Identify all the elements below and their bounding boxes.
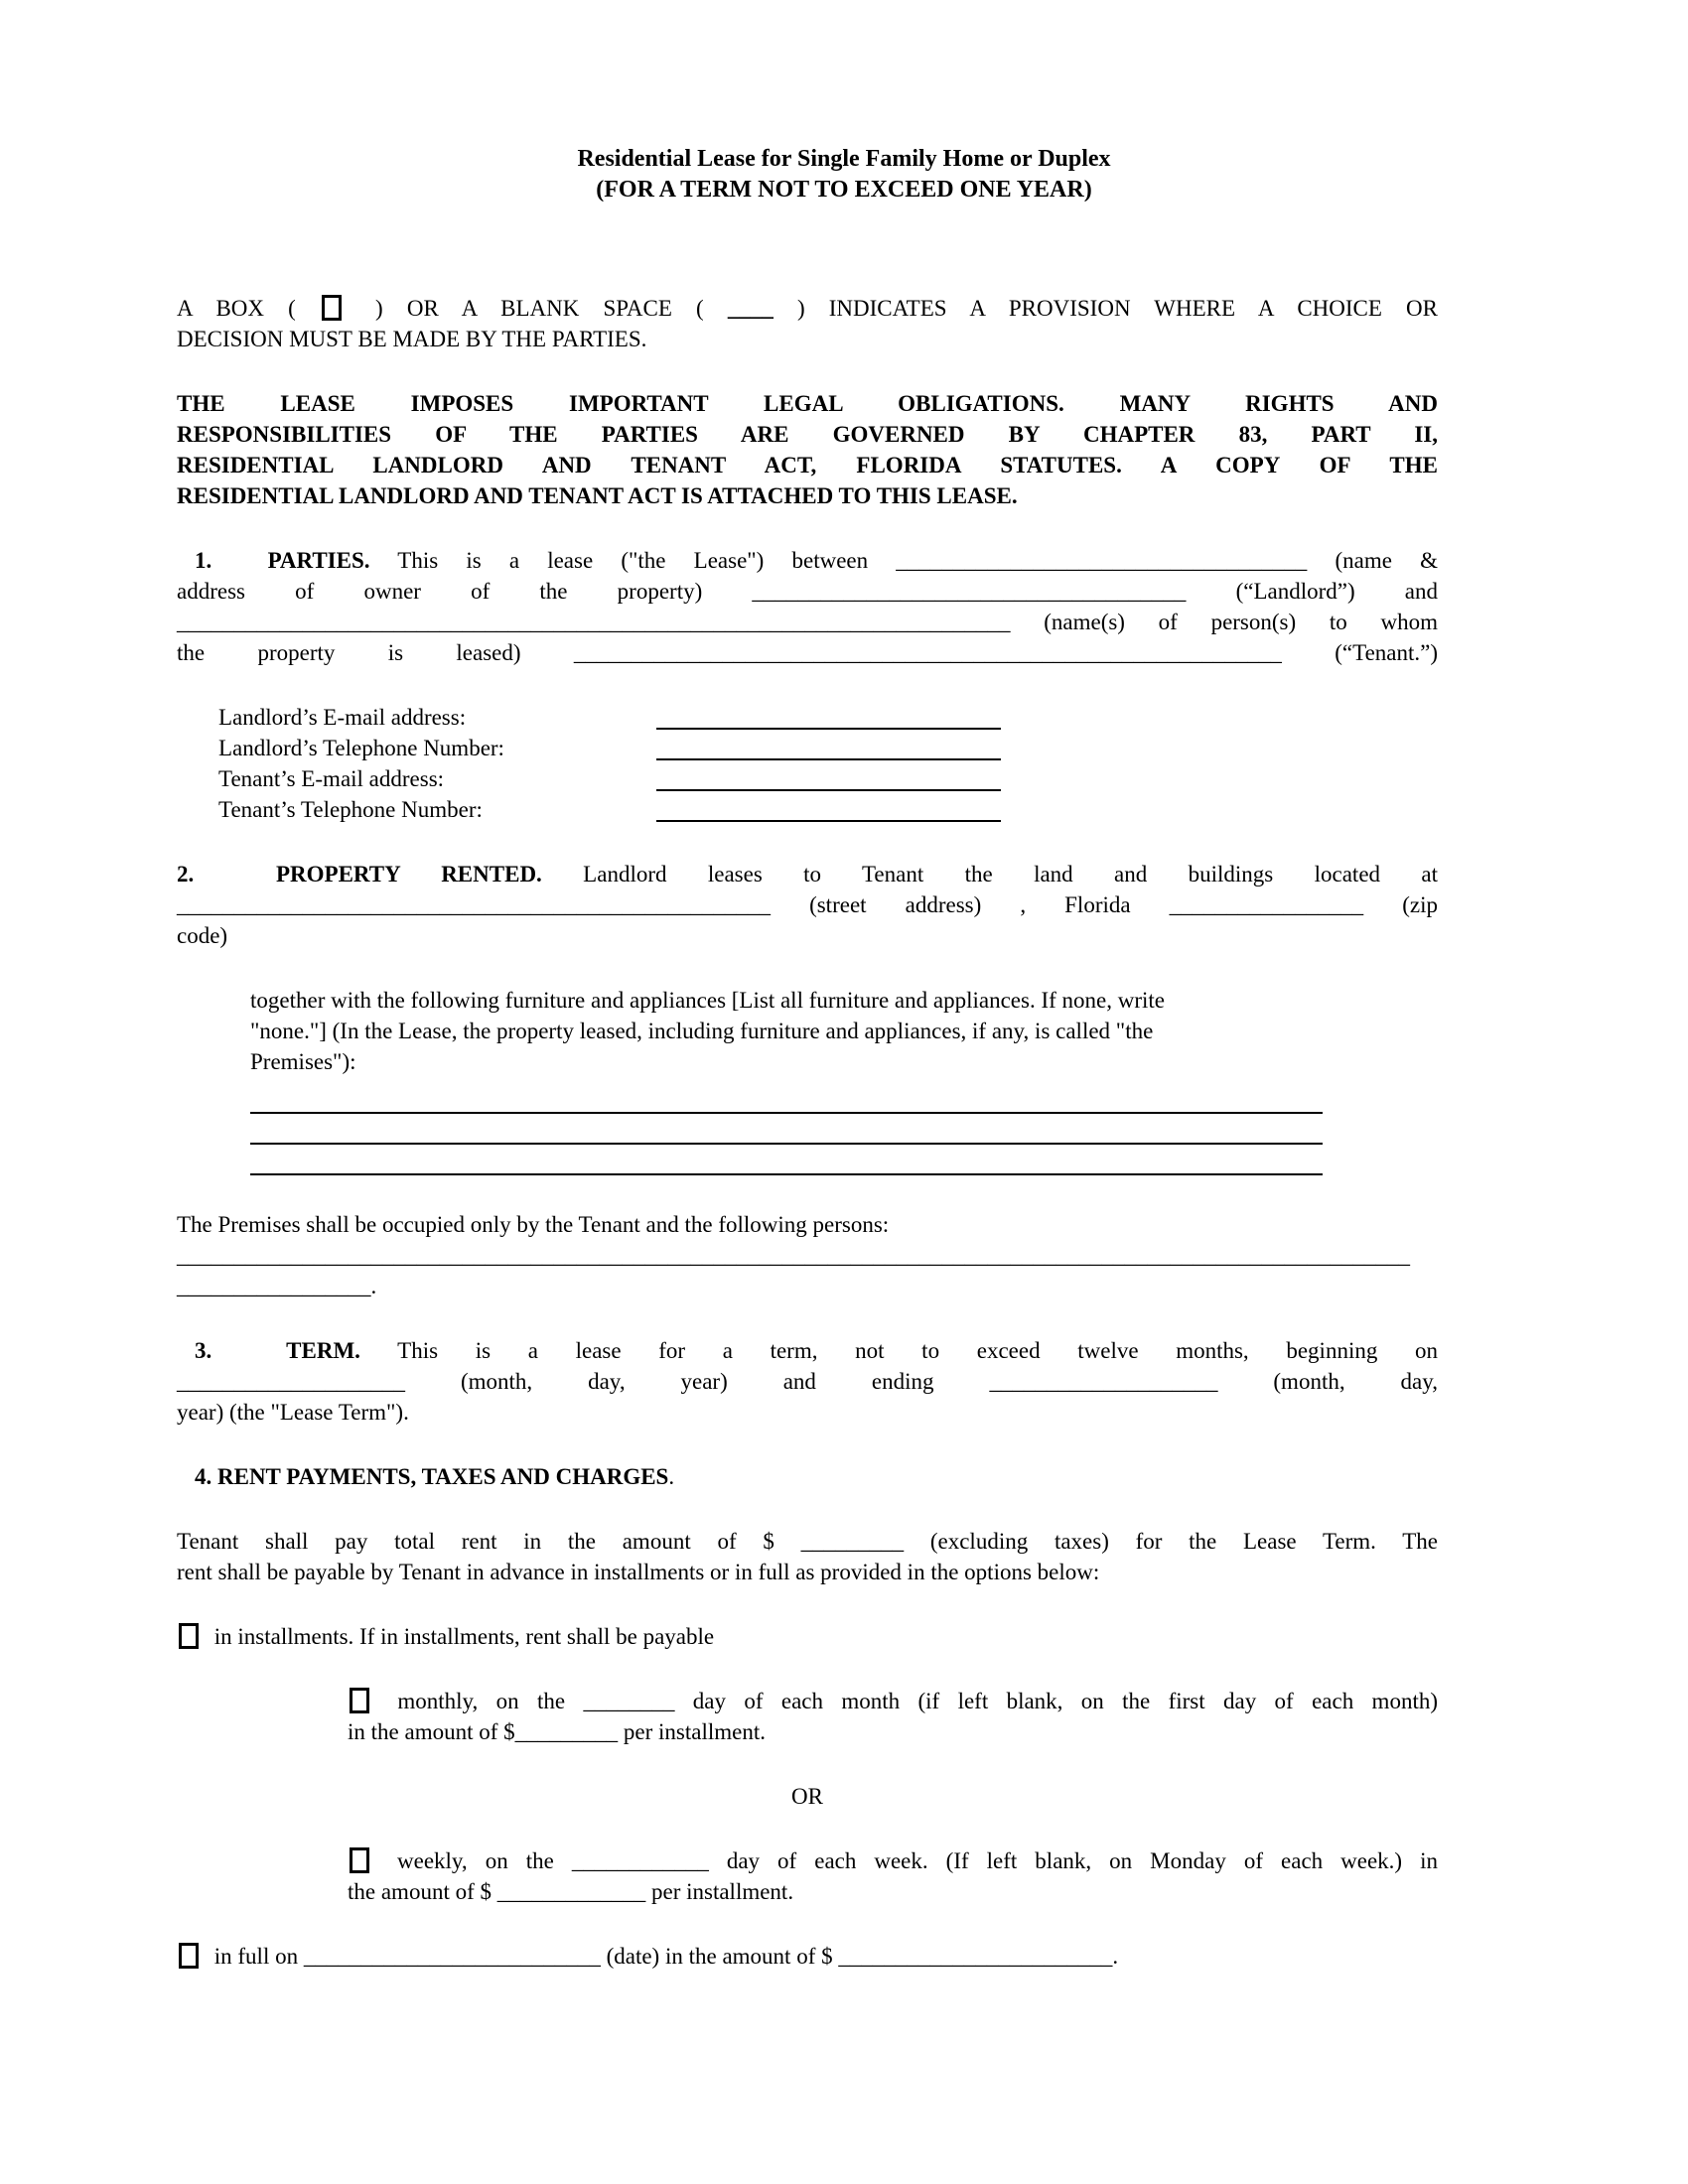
text-segment: (street address) , Florida xyxy=(771,892,1170,917)
text-segment: . xyxy=(668,1464,675,1489)
blank-field[interactable]: ______________________________________________________________ xyxy=(573,640,1282,665)
warning-line-2: RESPONSIBILITIES OF THE PARTIES ARE GOVERNED BY CHAPTER 83, PART II, xyxy=(177,422,1438,447)
in-full-option xyxy=(177,1941,1438,1972)
weekly-option xyxy=(177,1845,1438,1907)
installments-option xyxy=(177,1621,1438,1652)
text-segment: (“Tenant.”) xyxy=(1281,640,1438,665)
blank-field[interactable]: _____________ xyxy=(496,1879,646,1904)
notice-line-2 xyxy=(177,324,1438,354)
text-segment: address of owner of the property) xyxy=(177,579,753,604)
text-segment: in installments. If in installments, rent shall be payable xyxy=(209,1624,715,1649)
notice-paragraph xyxy=(177,293,1438,354)
text-segment: 3. TERM. xyxy=(195,1338,360,1363)
parties-line-2 xyxy=(177,576,1438,607)
title-line-1: Residential Lease for Single Family Home or Duplex xyxy=(577,146,1111,172)
text-segment: (date) in the amount of $ xyxy=(600,1944,839,1969)
tenant-phone-field[interactable] xyxy=(656,794,1001,822)
text-segment: weekly, on the xyxy=(379,1848,572,1873)
or-label: OR xyxy=(791,1784,823,1809)
furnishings-blank-line-2[interactable] xyxy=(250,1114,1323,1145)
landlord-email-field[interactable] xyxy=(656,702,1001,730)
text-segment: per installment. xyxy=(645,1879,794,1904)
text-segment: This is a lease ("the Lease") between xyxy=(369,548,897,573)
warning-line-1: THE LEASE IMPOSES IMPORTANT LEGAL OBLIGATIONS. MANY RIGHTS AND xyxy=(177,391,1438,416)
furnishings-line-3: Premises"): xyxy=(250,1049,356,1074)
text-segment: This is a lease for a term, not to exceed twelve months, beginning on xyxy=(359,1338,1438,1363)
occupancy-paragraph xyxy=(177,1209,1438,1301)
tenant-email-field[interactable] xyxy=(656,763,1001,791)
occupancy-intro: The Premises shall be occupied only by the Tenant and the following persons: xyxy=(177,1212,890,1237)
rent-line-2 xyxy=(177,1557,1438,1587)
parties-line-1 xyxy=(177,545,1438,576)
text-segment: 4. RENT PAYMENTS, TAXES AND CHARGES xyxy=(195,1464,669,1489)
property-line-2 xyxy=(177,889,1438,920)
document-body xyxy=(177,293,1438,1972)
text-segment: monthly, on the xyxy=(379,1689,584,1713)
blank-field[interactable]: ____________________ xyxy=(989,1369,1218,1394)
furnishings-blank-line-1[interactable] xyxy=(250,1083,1323,1114)
blank-field[interactable]: _________ xyxy=(800,1529,905,1554)
text-segment: Landlord leases to Tenant the land and buildings located at xyxy=(541,862,1438,887)
monthly-option-line-1 xyxy=(177,1686,1438,1716)
text-segment: (zip xyxy=(1363,892,1439,917)
notice-line-1 xyxy=(177,293,1438,324)
landlord-phone-row xyxy=(177,733,1438,763)
blank-field[interactable]: _________________ xyxy=(1169,892,1364,917)
warning-line-4: RESIDENTIAL LANDLORD AND TENANT ACT IS ATTACHED TO THIS LEASE. xyxy=(177,483,1018,508)
text-segment: . xyxy=(1112,1944,1119,1969)
tenant-email-row xyxy=(177,763,1438,794)
blank-field[interactable]: ____________________________________________________ xyxy=(177,892,771,917)
furnishings-list-lines xyxy=(177,1083,1438,1175)
text-segment: year) (the "Lease Term"). xyxy=(177,1400,409,1425)
text-segment: DECISION MUST BE MADE BY THE PARTIES. xyxy=(177,327,647,351)
blank-field[interactable]: ____________________________________________________________________________________________________________ xyxy=(177,1243,1410,1268)
rent-heading xyxy=(177,1461,1438,1492)
legal-warning-paragraph xyxy=(177,388,1438,511)
furnishings-blank-line-3[interactable] xyxy=(250,1145,1323,1175)
text-segment: ) OR A BLANK SPACE ( xyxy=(351,296,728,321)
blank-field[interactable]: _________________ xyxy=(177,1274,371,1298)
text-segment: the amount of $ xyxy=(348,1879,497,1904)
text-segment: (excluding taxes) for the Lease Term. The xyxy=(904,1529,1439,1554)
landlord-phone-label: Landlord’s Telephone Number: xyxy=(218,736,504,760)
text-segment: day of each week. (If left blank, on Monday of each week.) in xyxy=(708,1848,1438,1873)
in-full-option-line xyxy=(177,1941,1438,1972)
tenant-phone-row xyxy=(177,794,1438,825)
blank-field[interactable]: ____________ xyxy=(571,1848,709,1873)
text-segment: (month, day, year) and ending xyxy=(405,1369,990,1394)
weekly-option-line-2 xyxy=(177,1876,1438,1907)
text-segment: (“Landlord”) and xyxy=(1186,579,1438,604)
tenant-phone-label: Tenant’s Telephone Number: xyxy=(218,797,483,822)
text-segment: in full on xyxy=(209,1944,304,1969)
text-segment: 1. PARTIES. xyxy=(195,548,370,573)
text-segment: (name(s) of person(s) to whom xyxy=(1010,610,1438,634)
occupancy-blank-line-2 xyxy=(177,1271,1438,1301)
furnishings-line-1: together with the following furniture and appliances [List all furniture and appliances. If none, write xyxy=(250,988,1165,1013)
blank-field[interactable]: _________________________________________________________________________ xyxy=(177,610,1011,634)
text-segment: Tenant shall pay total rent in the amount of $ xyxy=(177,1529,801,1554)
occupancy-blank-line-1 xyxy=(177,1240,1438,1271)
text-segment: ) INDICATES A PROVISION WHERE A CHOICE OR xyxy=(773,296,1439,321)
term-line-1 xyxy=(177,1335,1438,1366)
blank-field[interactable]: ________________________ xyxy=(838,1944,1113,1969)
landlord-phone-field[interactable] xyxy=(656,733,1001,760)
weekly-option-line-1 xyxy=(177,1845,1438,1876)
blank-field[interactable]: ____ xyxy=(727,296,774,321)
property-line-1 xyxy=(177,859,1438,889)
landlord-email-row xyxy=(177,702,1438,733)
text-segment: rent shall be payable by Tenant in advance in installments or in full as provided in the options below: xyxy=(177,1560,1100,1584)
section-2-property-rented xyxy=(177,859,1438,951)
contact-info-block xyxy=(177,702,1438,825)
section-1-parties xyxy=(177,545,1438,668)
warning-line-3: RESIDENTIAL LANDLORD AND TENANT ACT, FLORIDA STATUTES. A COPY OF THE xyxy=(177,453,1438,478)
title-line-2: (FOR A TERM NOT TO EXCEED ONE YEAR) xyxy=(596,177,1092,203)
landlord-email-label: Landlord’s E-mail address: xyxy=(218,705,467,730)
rent-amount-paragraph xyxy=(177,1526,1438,1587)
rent-line-1 xyxy=(177,1526,1438,1557)
text-segment: code) xyxy=(177,923,228,948)
installments-option-line xyxy=(177,1621,1438,1652)
checkbox[interactable] xyxy=(179,1623,199,1649)
parties-line-4 xyxy=(177,637,1438,668)
term-line-2 xyxy=(177,1366,1438,1397)
text-segment: per installment. xyxy=(618,1719,766,1744)
blank-field[interactable]: ________ xyxy=(583,1689,675,1713)
text-segment: (name & xyxy=(1307,548,1438,573)
blank-field[interactable]: _________ xyxy=(514,1719,619,1744)
parties-line-3 xyxy=(177,607,1438,637)
text-segment: in the amount of $ xyxy=(348,1719,515,1744)
blank-field[interactable]: ______________________________________ xyxy=(752,579,1187,604)
monthly-option xyxy=(177,1686,1438,1747)
section-3-term xyxy=(177,1335,1438,1428)
blank-field[interactable]: ____________________ xyxy=(177,1369,405,1394)
text-segment: day of each month (if left blank, on the first day of each month) xyxy=(674,1689,1438,1713)
checkbox[interactable] xyxy=(350,1688,369,1713)
text-segment: A BOX ( xyxy=(177,296,320,321)
blank-field[interactable]: ____________________________________ xyxy=(896,548,1308,573)
checkbox[interactable] xyxy=(350,1847,369,1873)
text-segment: (month, day, xyxy=(1217,1369,1439,1394)
section-4-heading xyxy=(177,1461,1438,1492)
or-separator xyxy=(177,1781,1438,1812)
term-line-3 xyxy=(177,1397,1438,1428)
checkbox[interactable] xyxy=(322,295,342,321)
furnishings-paragraph xyxy=(177,985,1438,1077)
document-title xyxy=(0,144,1688,205)
checkbox[interactable] xyxy=(179,1943,199,1969)
text-segment: 2. PROPERTY RENTED. xyxy=(177,862,542,887)
tenant-email-label: Tenant’s E-mail address: xyxy=(218,766,445,791)
text-segment: . xyxy=(370,1274,377,1298)
property-line-3 xyxy=(177,920,1438,951)
monthly-option-line-2 xyxy=(177,1716,1438,1747)
furnishings-line-2: "none."] (In the Lease, the property leased, including furniture and appliances, if any, is called "the xyxy=(250,1019,1154,1043)
blank-field[interactable]: __________________________ xyxy=(303,1944,601,1969)
text-segment: the property is leased) xyxy=(177,640,574,665)
